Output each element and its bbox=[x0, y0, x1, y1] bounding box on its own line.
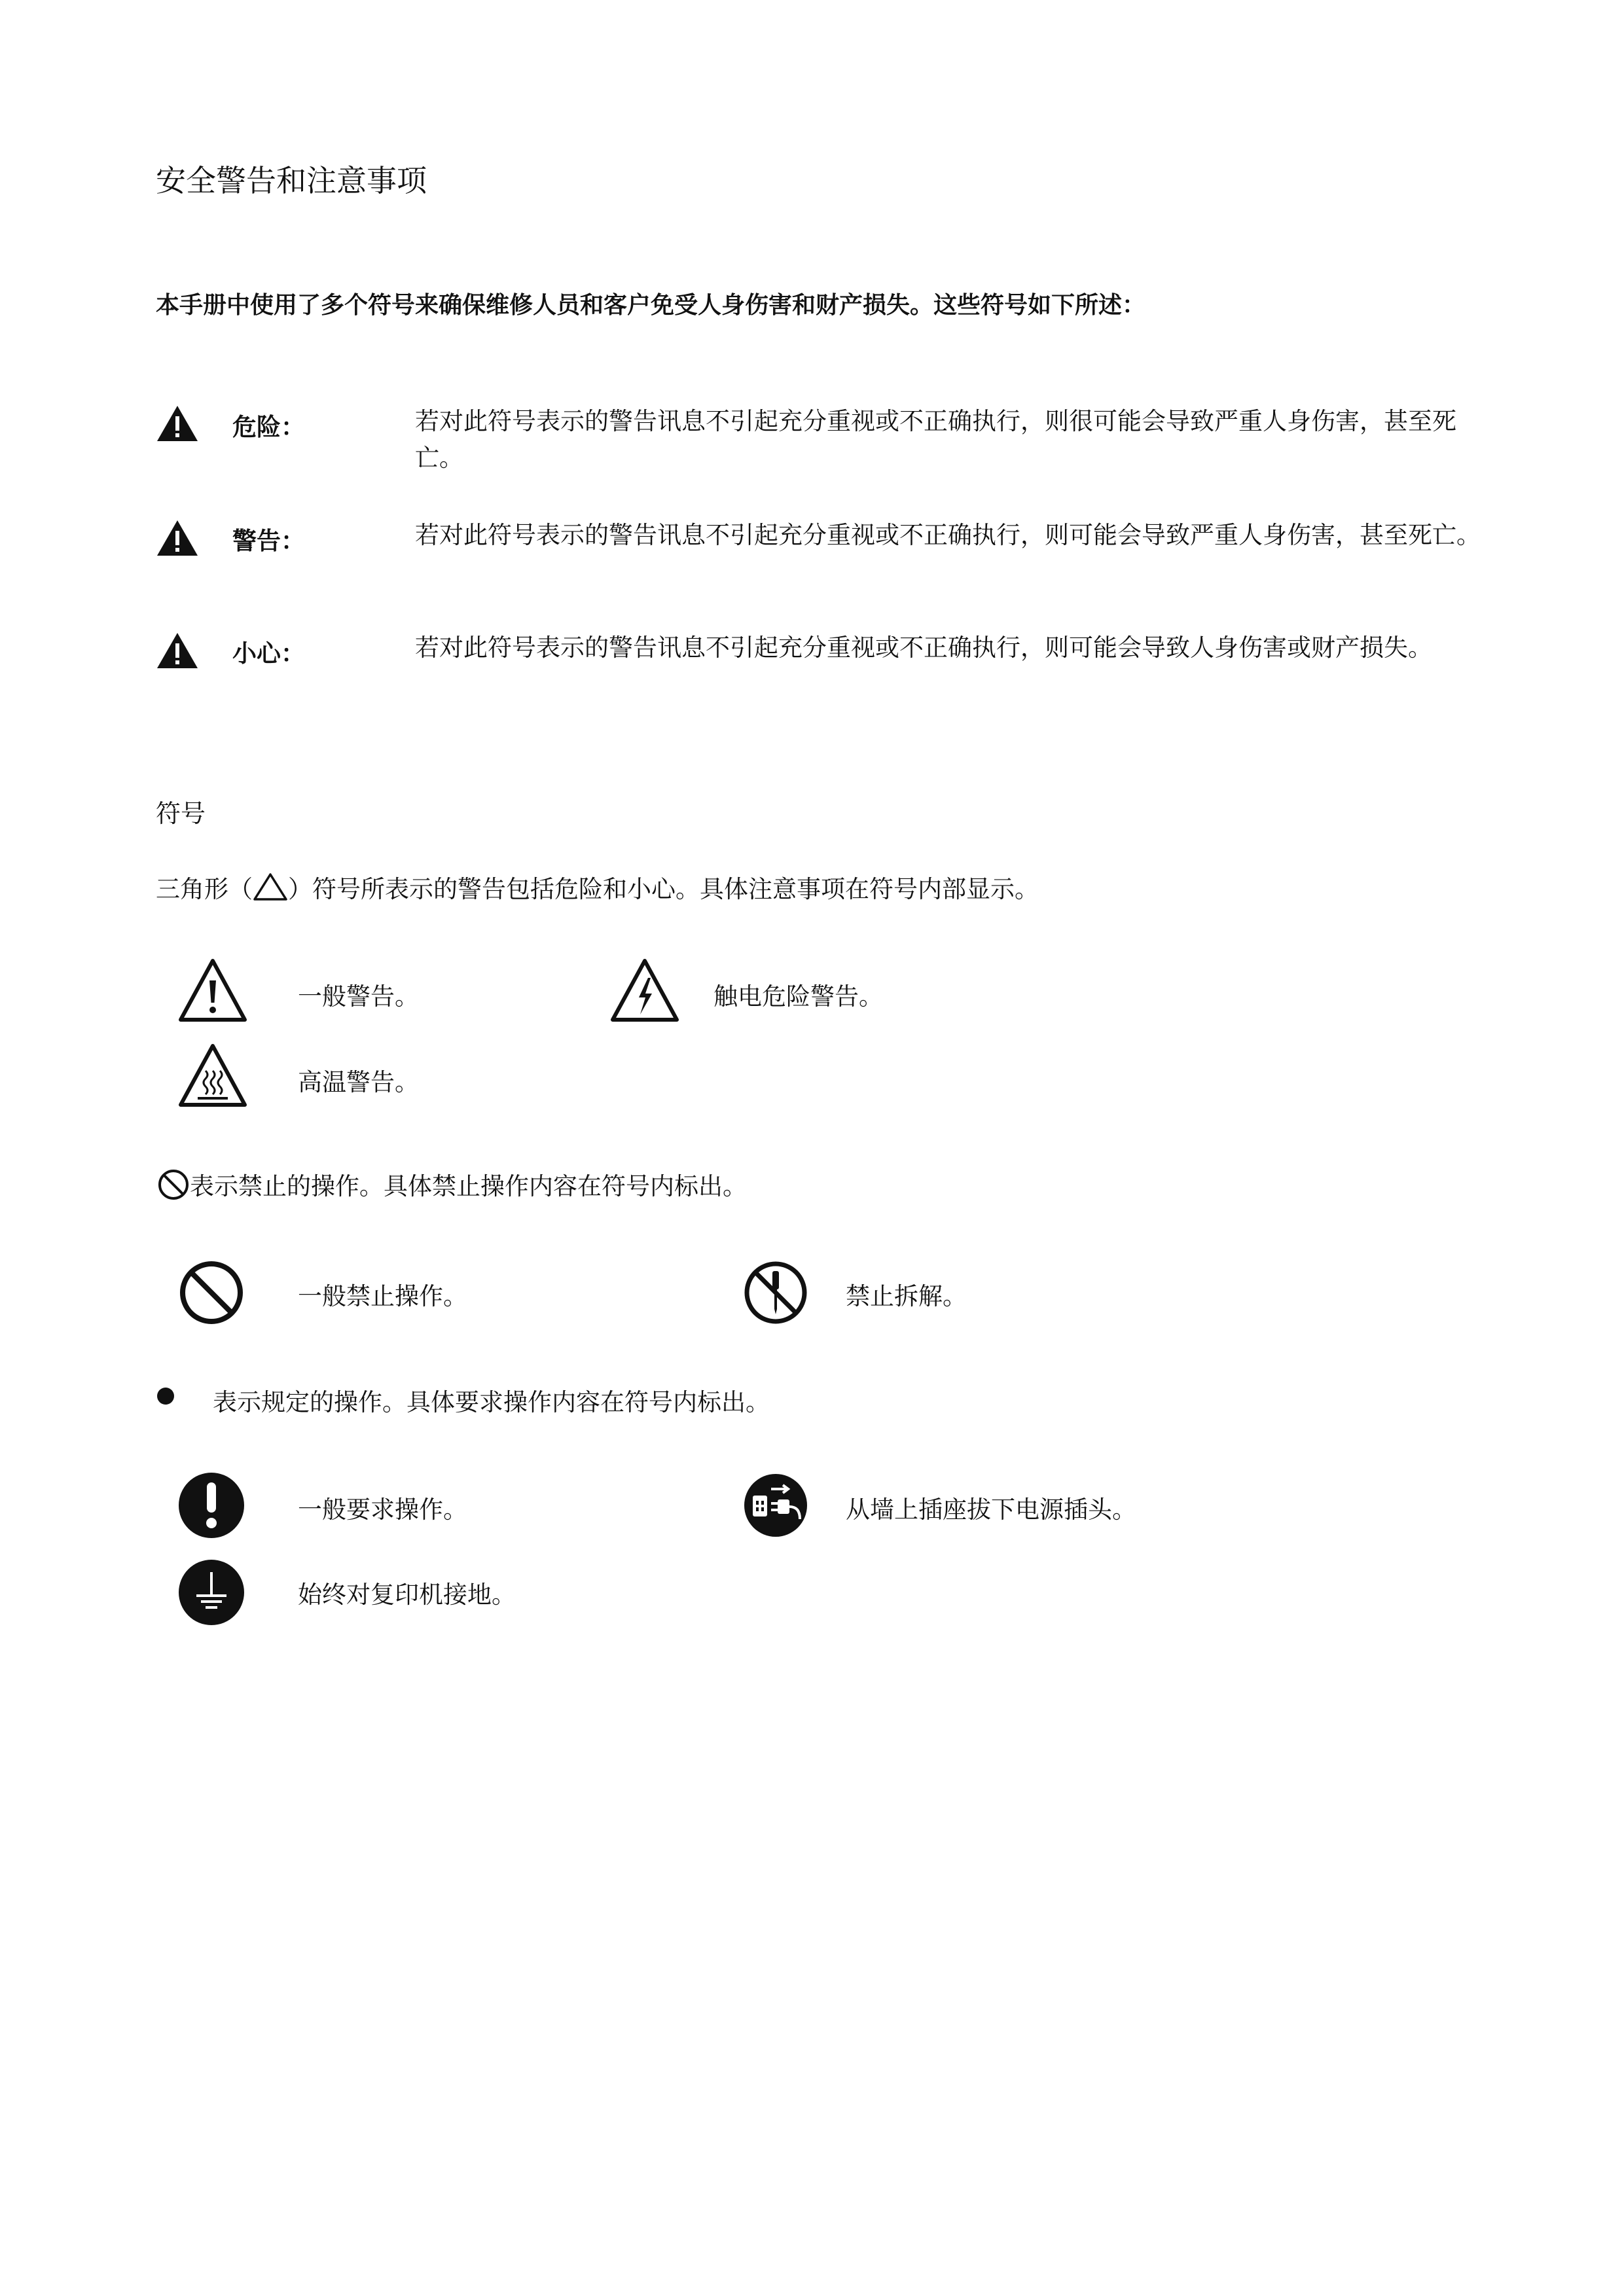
electric-shock-warning-icon bbox=[609, 956, 681, 1028]
warning-triangle-icon bbox=[156, 632, 199, 670]
triangle-paragraph bbox=[156, 869, 1039, 905]
general-warning-label: 一般警告。 bbox=[298, 982, 419, 1011]
intro-text: 本手册中使用了多个符号来确保维修人员和客户免受人身伤害和财产损失。这些符号如下所述： bbox=[156, 291, 1146, 319]
no-disassembly-label: 禁止拆解。 bbox=[846, 1282, 967, 1310]
unplug-label: 从墙上插座拔下电源插头。 bbox=[846, 1496, 1136, 1524]
electric-shock-warning-label: 触电危险警告。 bbox=[713, 982, 883, 1011]
page-title: 安全警告和注意事项 bbox=[156, 163, 427, 198]
warning-description: 若对此符号表示的警告讯息不引起充分重视或不正确执行，则可能会导致严重人身伤害，甚至死亡。 bbox=[415, 521, 1481, 549]
danger-description: 若对此符号表示的警告讯息不引起充分重视或不正确执行，则很可能会导致严重人身伤害，甚至死亡。 bbox=[415, 407, 1456, 472]
high-temperature-warning-label: 高温警告。 bbox=[298, 1068, 419, 1096]
prohibit-paragraph bbox=[157, 1166, 747, 1202]
prohibition-small-icon bbox=[157, 1168, 190, 1201]
warning-label: 警告： bbox=[232, 526, 305, 555]
general-prohibition-icon bbox=[175, 1257, 247, 1329]
general-warning-icon bbox=[177, 956, 249, 1028]
danger-label: 危险： bbox=[232, 412, 305, 441]
general-prohibition-label: 一般禁止操作。 bbox=[298, 1282, 467, 1310]
no-disassembly-icon bbox=[740, 1257, 812, 1329]
triangle-paragraph-before: 三角形（ bbox=[156, 875, 253, 903]
general-requirement-icon bbox=[175, 1469, 247, 1541]
required-paragraph: 表示规定的操作。具体要求操作内容在符号内标出。 bbox=[213, 1388, 770, 1416]
triangle-outline-icon bbox=[253, 872, 288, 901]
symbols-heading: 符号 bbox=[156, 799, 206, 828]
warning-triangle-icon bbox=[156, 404, 199, 442]
warning-triangle-icon bbox=[156, 519, 199, 557]
ground-label: 始终对复印机接地。 bbox=[298, 1581, 516, 1609]
ground-icon bbox=[175, 1556, 247, 1628]
triangle-paragraph-after: ）符号所表示的警告包括危险和小心。具体注意事项在符号内部显示。 bbox=[288, 875, 1039, 903]
general-requirement-label: 一般要求操作。 bbox=[298, 1496, 467, 1524]
prohibit-paragraph-text: 表示禁止的操作。具体禁止操作内容在符号内标出。 bbox=[190, 1172, 747, 1200]
caution-label: 小心： bbox=[232, 639, 305, 668]
unplug-icon bbox=[740, 1469, 812, 1541]
high-temperature-warning-icon bbox=[177, 1041, 249, 1113]
filled-circle-bullet-icon bbox=[157, 1388, 174, 1405]
caution-description: 若对此符号表示的警告讯息不引起充分重视或不正确执行，则可能会导致人身伤害或财产损失。 bbox=[415, 634, 1432, 662]
